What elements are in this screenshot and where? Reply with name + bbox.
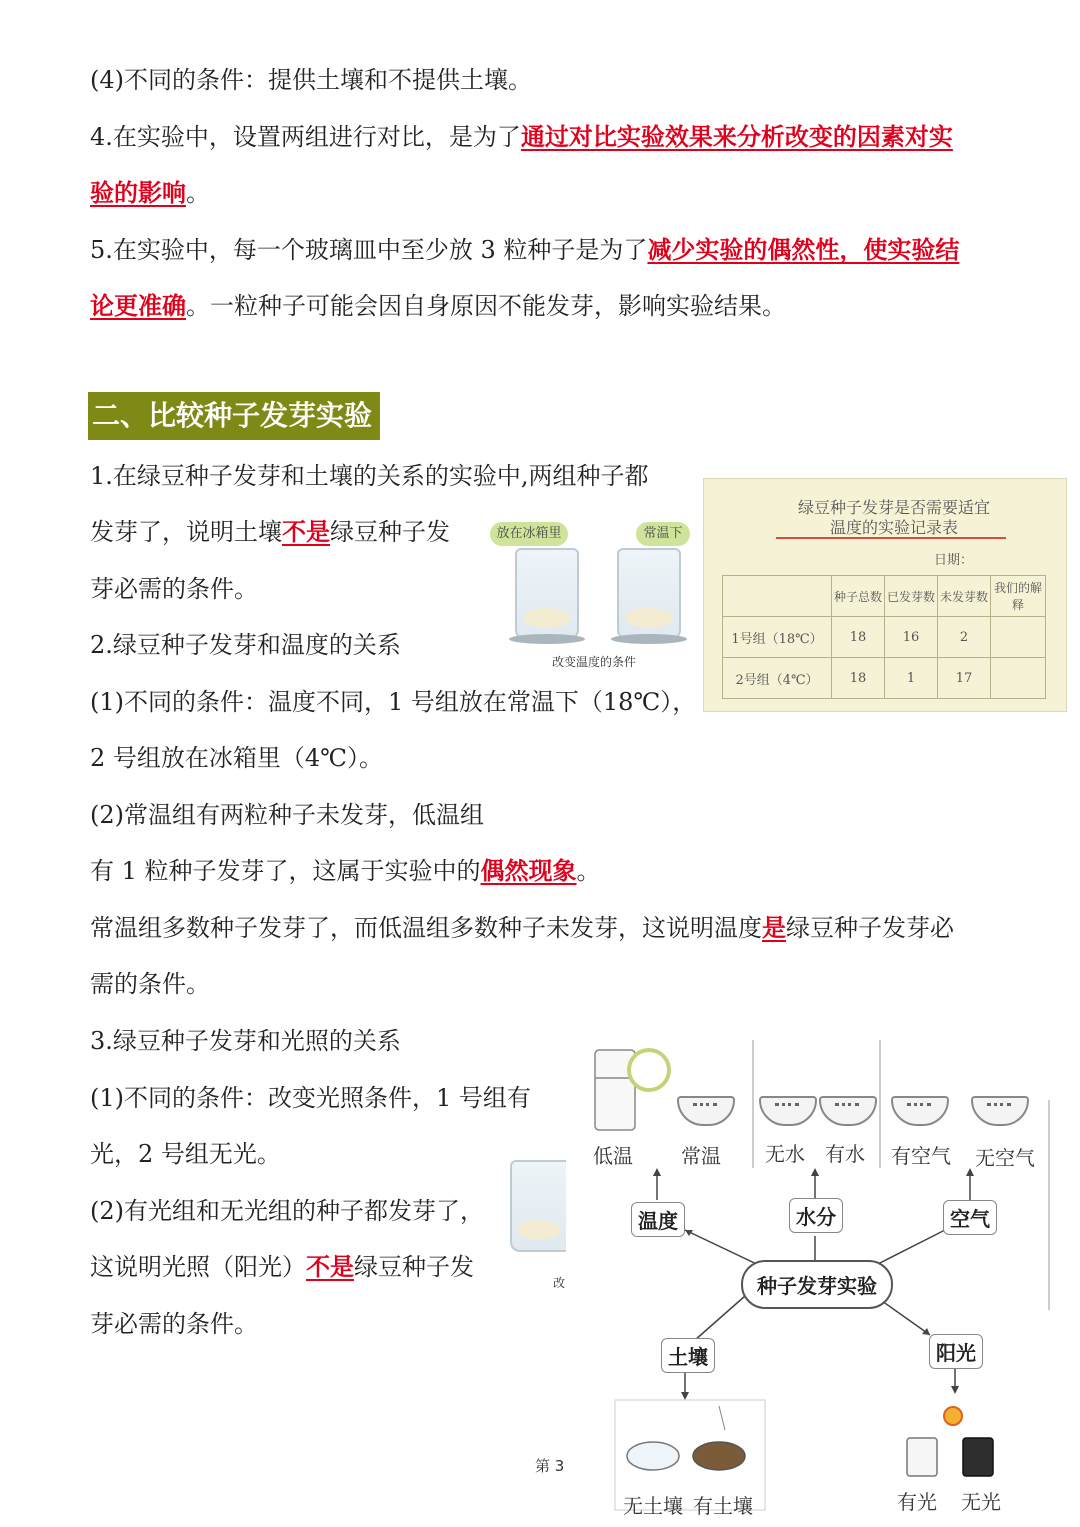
highlight-answer: 不是	[306, 1252, 354, 1281]
text-line: (4)不同的条件：提供土壤和不提供土壤。	[90, 66, 532, 94]
text-line	[90, 177, 210, 209]
condition-label: 低温	[593, 1144, 633, 1168]
text-line: (1)不同的条件：改变光照条件，1 号组有	[90, 1084, 531, 1112]
table-cell: 未发芽数	[938, 576, 991, 617]
table-cell	[991, 617, 1046, 658]
table-cell: 我们的解释	[991, 576, 1046, 617]
record-table-image	[703, 478, 1067, 712]
table-cell: 18	[832, 617, 885, 658]
text-line: 2 号组放在冰箱里（4℃）。	[90, 744, 384, 772]
table-cell: 已发芽数	[885, 576, 938, 617]
text-line	[90, 1251, 474, 1283]
text-line: (1)不同的条件：温度不同，1 号组放在常温下（18℃），	[90, 688, 697, 716]
text-line	[90, 290, 786, 322]
cup-image	[510, 1160, 566, 1252]
table-cell: 2	[938, 617, 991, 658]
text-span: 有 1 粒种子发芽了，这属于实验中的	[90, 857, 481, 885]
text-line	[90, 234, 959, 266]
underline	[776, 537, 1006, 539]
table-cell: 1	[885, 658, 938, 699]
text-line: 光，2 号组无光。	[90, 1140, 281, 1168]
table-cell	[991, 658, 1046, 699]
record-title: 温度的实验记录表	[829, 518, 958, 537]
mindmap-node-sunlight: 阳光	[929, 1334, 983, 1369]
condition-label: 无光	[961, 1490, 1001, 1514]
condition-label: 有土壤	[693, 1494, 753, 1518]
condition-label: 常温	[681, 1144, 721, 1168]
figure-caption: 改变温度的条件	[552, 655, 637, 669]
text-line: (2)有光组和无光组的种子都发芽了，	[90, 1197, 484, 1225]
condition-label: 无土壤	[623, 1494, 683, 1518]
text-line	[90, 121, 953, 153]
highlight-answer: 偶然现象	[480, 856, 577, 885]
condition-label: 无空气	[975, 1146, 1035, 1170]
highlight-answer: 验的影响	[90, 178, 186, 207]
cup-image	[617, 548, 681, 640]
figure-caption: 改	[553, 1276, 566, 1290]
text-line: (2)常温组有两粒种子未发芽，低温组	[90, 801, 484, 829]
label-bubble: 常温下	[636, 522, 690, 546]
text-line	[90, 516, 450, 548]
mindmap-node-water: 水分	[789, 1198, 843, 1233]
table-cell: 18	[832, 658, 885, 699]
table-row	[723, 617, 1046, 658]
condition-label: 有光	[897, 1490, 937, 1514]
highlight-answer: 论更准确	[90, 291, 186, 320]
condition-label: 无水	[765, 1142, 805, 1166]
text-span: 绿豆种子发	[330, 518, 450, 546]
table-cell: 种子总数	[832, 576, 885, 617]
table-cell: 16	[885, 617, 938, 658]
record-date: 日期：	[934, 553, 974, 568]
text-line: 2.绿豆种子发芽和温度的关系	[90, 631, 401, 659]
condition-label: 有空气	[891, 1144, 951, 1168]
text-span: 。一粒种子可能会因自身原因不能发芽，影响实验结果。	[186, 292, 786, 320]
text-span: 常温组多数种子发芽了，而低温组多数种子未发芽，这说明温度	[90, 914, 762, 942]
text-line: 3.绿豆种子发芽和光照的关系	[90, 1027, 401, 1055]
section-title: 二、比较种子发芽实验	[88, 392, 380, 440]
mindmap-center-node: 种子发芽实验	[741, 1260, 893, 1309]
text-line: 芽必需的条件。	[90, 1310, 258, 1338]
record-table	[722, 575, 1046, 699]
table-cell	[723, 576, 832, 617]
mindmap-diagram	[585, 1040, 1080, 1527]
text-span: 。	[576, 857, 601, 885]
table-cell: 1号组（18℃）	[723, 617, 832, 658]
highlight-answer: 不是	[282, 517, 330, 546]
mindmap-node-soil: 土壤	[661, 1338, 715, 1373]
mindmap-node-air: 空气	[943, 1200, 997, 1235]
highlight-answer: 减少实验的偶然性，使实验结	[647, 235, 960, 264]
label-bubble: 放在冰箱里	[490, 522, 568, 546]
record-title: 绿豆种子发芽是否需要适宜	[797, 498, 990, 517]
text-span: 4.在实验中，设置两组进行对比，是为了	[90, 123, 521, 151]
table-cell: 17	[938, 658, 991, 699]
condition-label: 有水	[825, 1142, 865, 1166]
cup-image	[515, 548, 579, 640]
highlight-answer: 通过对比实验效果来分析改变的因素对实	[520, 122, 953, 151]
table-row	[723, 658, 1046, 699]
text-line: 1.在绿豆种子发芽和土壤的关系的实验中,两组种子都	[90, 462, 649, 490]
text-span: 。	[186, 179, 210, 207]
text-span: 发芽了，说明土壤	[90, 518, 282, 546]
table-cell: 2号组（4℃）	[723, 658, 832, 699]
mindmap-node-temperature: 温度	[631, 1202, 685, 1237]
text-line	[90, 855, 601, 887]
text-span: 5.在实验中，每一个玻璃皿中至少放 3 粒种子是为了	[90, 236, 648, 264]
text-line	[90, 912, 954, 944]
text-span: 这说明光照（阳光）	[90, 1253, 306, 1281]
text-span: 绿豆种子发	[354, 1253, 474, 1281]
text-span: 绿豆种子发芽必	[786, 914, 954, 942]
text-line: 芽必需的条件。	[90, 575, 258, 603]
page-number: 第 3	[535, 1457, 565, 1475]
text-line: 需的条件。	[90, 970, 210, 998]
highlight-answer: 是	[762, 913, 786, 942]
